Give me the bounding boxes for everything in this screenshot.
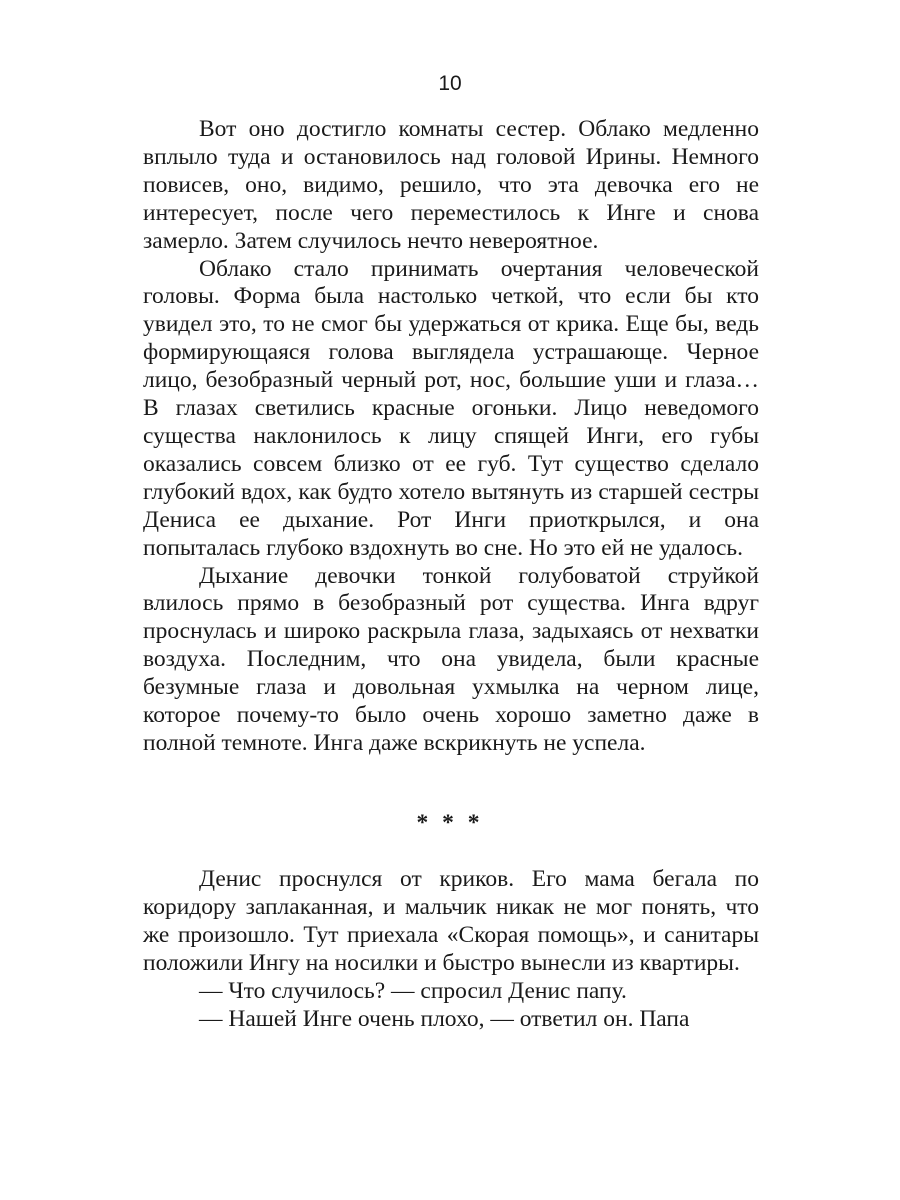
paragraph: Денис проснулся от криков. Его мама бегала по коридору заплаканная, и мальчик никак не мог понять, что же произошло. Тут приехала «Скорая помощь», и санитары положили Ингу на носилки и быстро вынесли из квартиры. <box>143 866 759 976</box>
dialogue-line: — Нашей Инге очень плохо, — ответил он. Папа <box>199 1005 690 1032</box>
dialogue-line: — Что случилось? — спросил Денис папу. <box>199 977 627 1004</box>
section-separator: * * * <box>416 810 484 836</box>
paragraph: Облако стало принимать очертания человеческой головы. Форма была настолько четкой, что если бы кто увидел это, то не смог бы удержаться от крика. Еще бы, ведь формирующаяся голова выглядела устрашающе. Черное лицо, безобразный черный рот, нос, большие уши и глаза… В глазах светились красные огоньки. Лицо неведомого существа наклонилось к лицу спящей Инги, его губы оказались совсем близко от ее губ. Тут существо сделало глубокий вдох, как будто хотело вытянуть из старшей сестры Дениса ее дыхание. Рот Инги приоткрылся, и она попыталась глубоко вздохнуть во сне. Но это ей не удалось. <box>143 255 759 561</box>
text-section-1 <box>143 116 759 758</box>
paragraph: Дыхание девочки тонкой голубоватой струйкой влилось прямо в безобразный рот существа. Инга вдруг проснулась и широко раскрыла глаза, задыхаясь от нехватки воздуха. Последним, что она увидела, были красные безумные глаза и довольная ухмылка на черном лице, которое почему-то было очень хорошо заметно даже в полной темноте. Инга даже вскрикнуть не успела. <box>143 562 759 756</box>
page-number: 10 <box>438 72 462 95</box>
text-section-2 <box>143 866 759 1033</box>
paragraph: Вот оно достигло комнаты сестер. Облако медленно вплыло туда и остановилось над головой Ирины. Немного повисев, оно, видимо, решило, что эта девочка его не интересует, после чего переместилось к Инге и снова замерло. Затем случилось нечто невероятное. <box>143 116 759 254</box>
